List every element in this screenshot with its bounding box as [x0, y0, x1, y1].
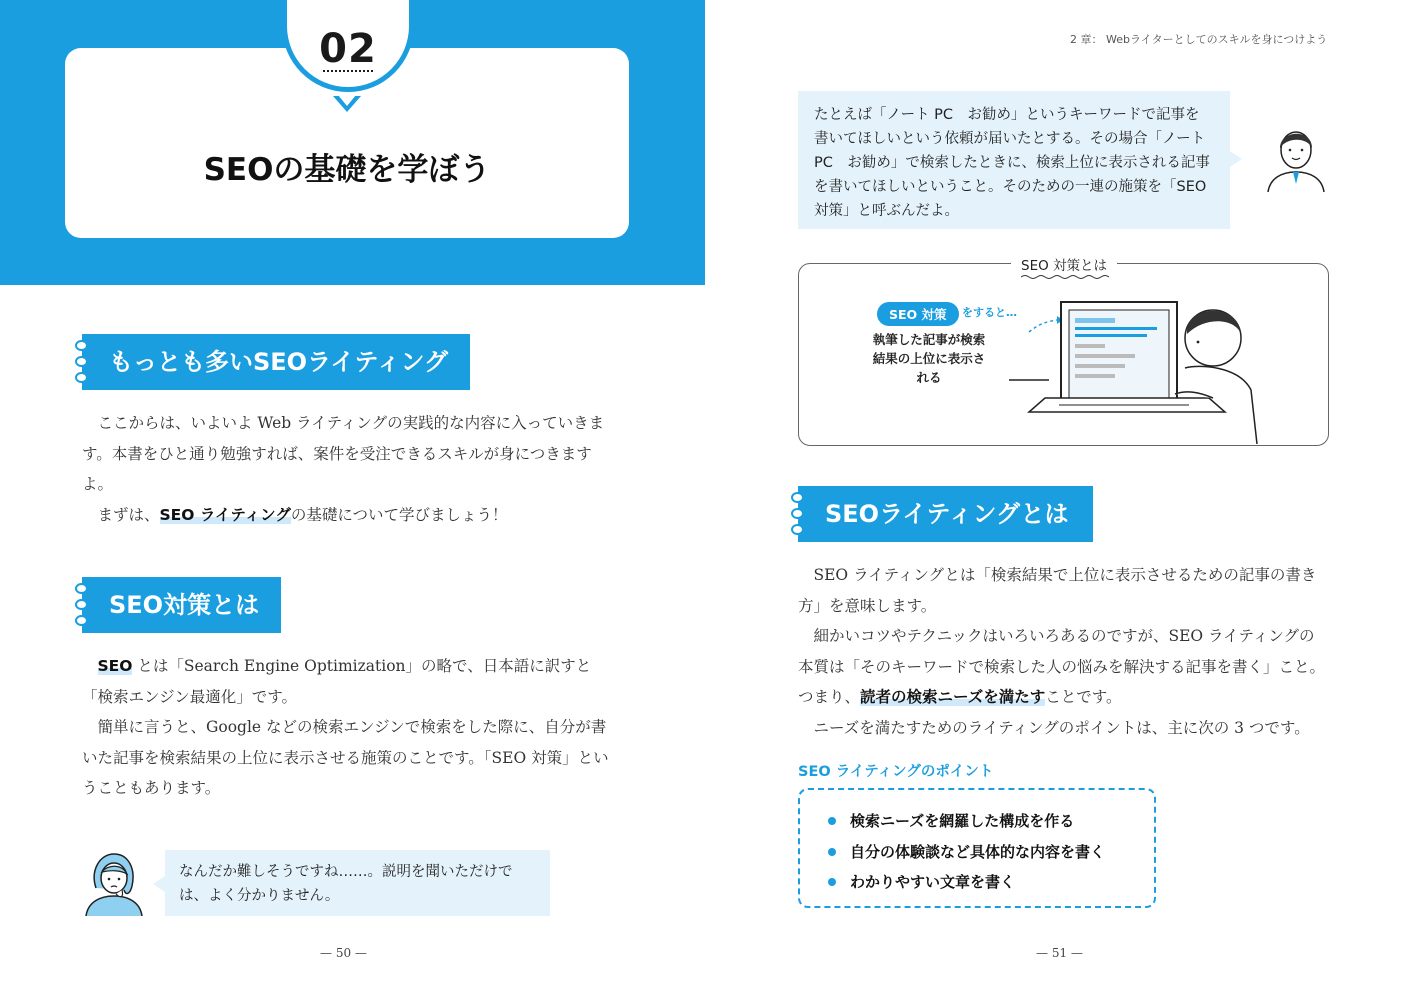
- wave-underline: [1021, 274, 1109, 280]
- section-heading-most-common: もっとも多いSEOライティング: [82, 334, 470, 390]
- highlight-reader-needs: 読者の検索ニーズを満たす: [860, 688, 1046, 706]
- highlight-seo: SEO: [97, 657, 133, 675]
- chapter-title: SEOの基礎を学ぼう: [203, 152, 491, 188]
- points-box: [798, 788, 1156, 908]
- highlight-seo-writing: SEO ライティング: [159, 505, 291, 524]
- binder-rings-icon: [75, 340, 89, 386]
- chapter-number: 02: [319, 26, 377, 72]
- binder-rings-icon: [791, 492, 805, 538]
- figure-seo-measures: [798, 258, 1329, 446]
- speech-bubble-man: たとえば「ノート PC お勧め」というキーワードで記事を書いてほしいという依頼が届いたとする。その場合「ノート PC お勧め」で検索したときに、検索上位に表示される記事を書いてほしいということ。そのための一連の施策を「SEO 対策」と呼ぶんだよ。: [798, 91, 1230, 229]
- list-item: 自分の体験談など具体的な内容を書く: [828, 837, 1154, 868]
- page-number-left: — 50 —: [320, 946, 367, 960]
- bullet-icon: [828, 848, 836, 856]
- bullet-icon: [828, 878, 836, 886]
- section1-body: ここからは、いよいよ Web ライティングの実践的な内容に入っていきます。本書をひと通り勉強すれば、案件を受注できるスキルが身につきますよ。 まずは、SEO ライティングの基礎について学びましょう！: [82, 414, 605, 524]
- man-avatar-icon: [1262, 124, 1330, 194]
- section-heading-seo-measures: SEO対策とは: [82, 577, 281, 633]
- binder-rings-icon: [75, 583, 89, 629]
- list-item: 検索ニーズを網羅した構成を作る: [828, 806, 1154, 837]
- figure-title: SEO 対策とは: [1011, 254, 1117, 274]
- list-item: わかりやすい文章を書く: [828, 867, 1154, 898]
- seo-writing-body: SEO ライティングとは「検索結果で上位に表示させるための記事の書き方」を意味します。 細かいコツやテクニックはいろいろあるのですが、SEO ライティングの本質は「そのキーワードで検索した人の悩みを解決する記事を書く」こと。つまり、読者の検索ニーズを満たすことです。 ニーズを満たすためのライティングのポイントは、主に次の 3 つです。: [798, 566, 1326, 737]
- page-number-right: — 51 —: [1036, 946, 1083, 960]
- person-at-laptop-icon: [999, 294, 1259, 444]
- section2-body: SEO とは「Search Engine Optimization」の略で、日本語に訳すと「検索エンジン最適化」です。 簡単に言うと、Google などの検索エンジンで検索をした際に、自分が書いた記事を検索結果の上位に表示させる施策のことです。「SEO 対策」ということもあります。: [82, 657, 609, 797]
- speech-bubble-woman: なんだか難しそうですね……。説明を聞いただけでは、よく分かりません。: [165, 850, 550, 916]
- running-head: 2 章： Webライターとしてのスキルを身につけよう: [1070, 33, 1328, 46]
- woman-thinking-icon: [80, 850, 146, 916]
- figure-description: 執筆した記事が検索結果の上位に表示される: [872, 332, 986, 385]
- seo-measures-pill: SEO 対策: [877, 302, 959, 326]
- points-title: SEO ライティングのポイント: [798, 764, 994, 780]
- bullet-icon: [828, 817, 836, 825]
- then-caption: をすると…: [962, 306, 1017, 319]
- section-heading-seo-writing: SEOライティングとは: [798, 486, 1093, 542]
